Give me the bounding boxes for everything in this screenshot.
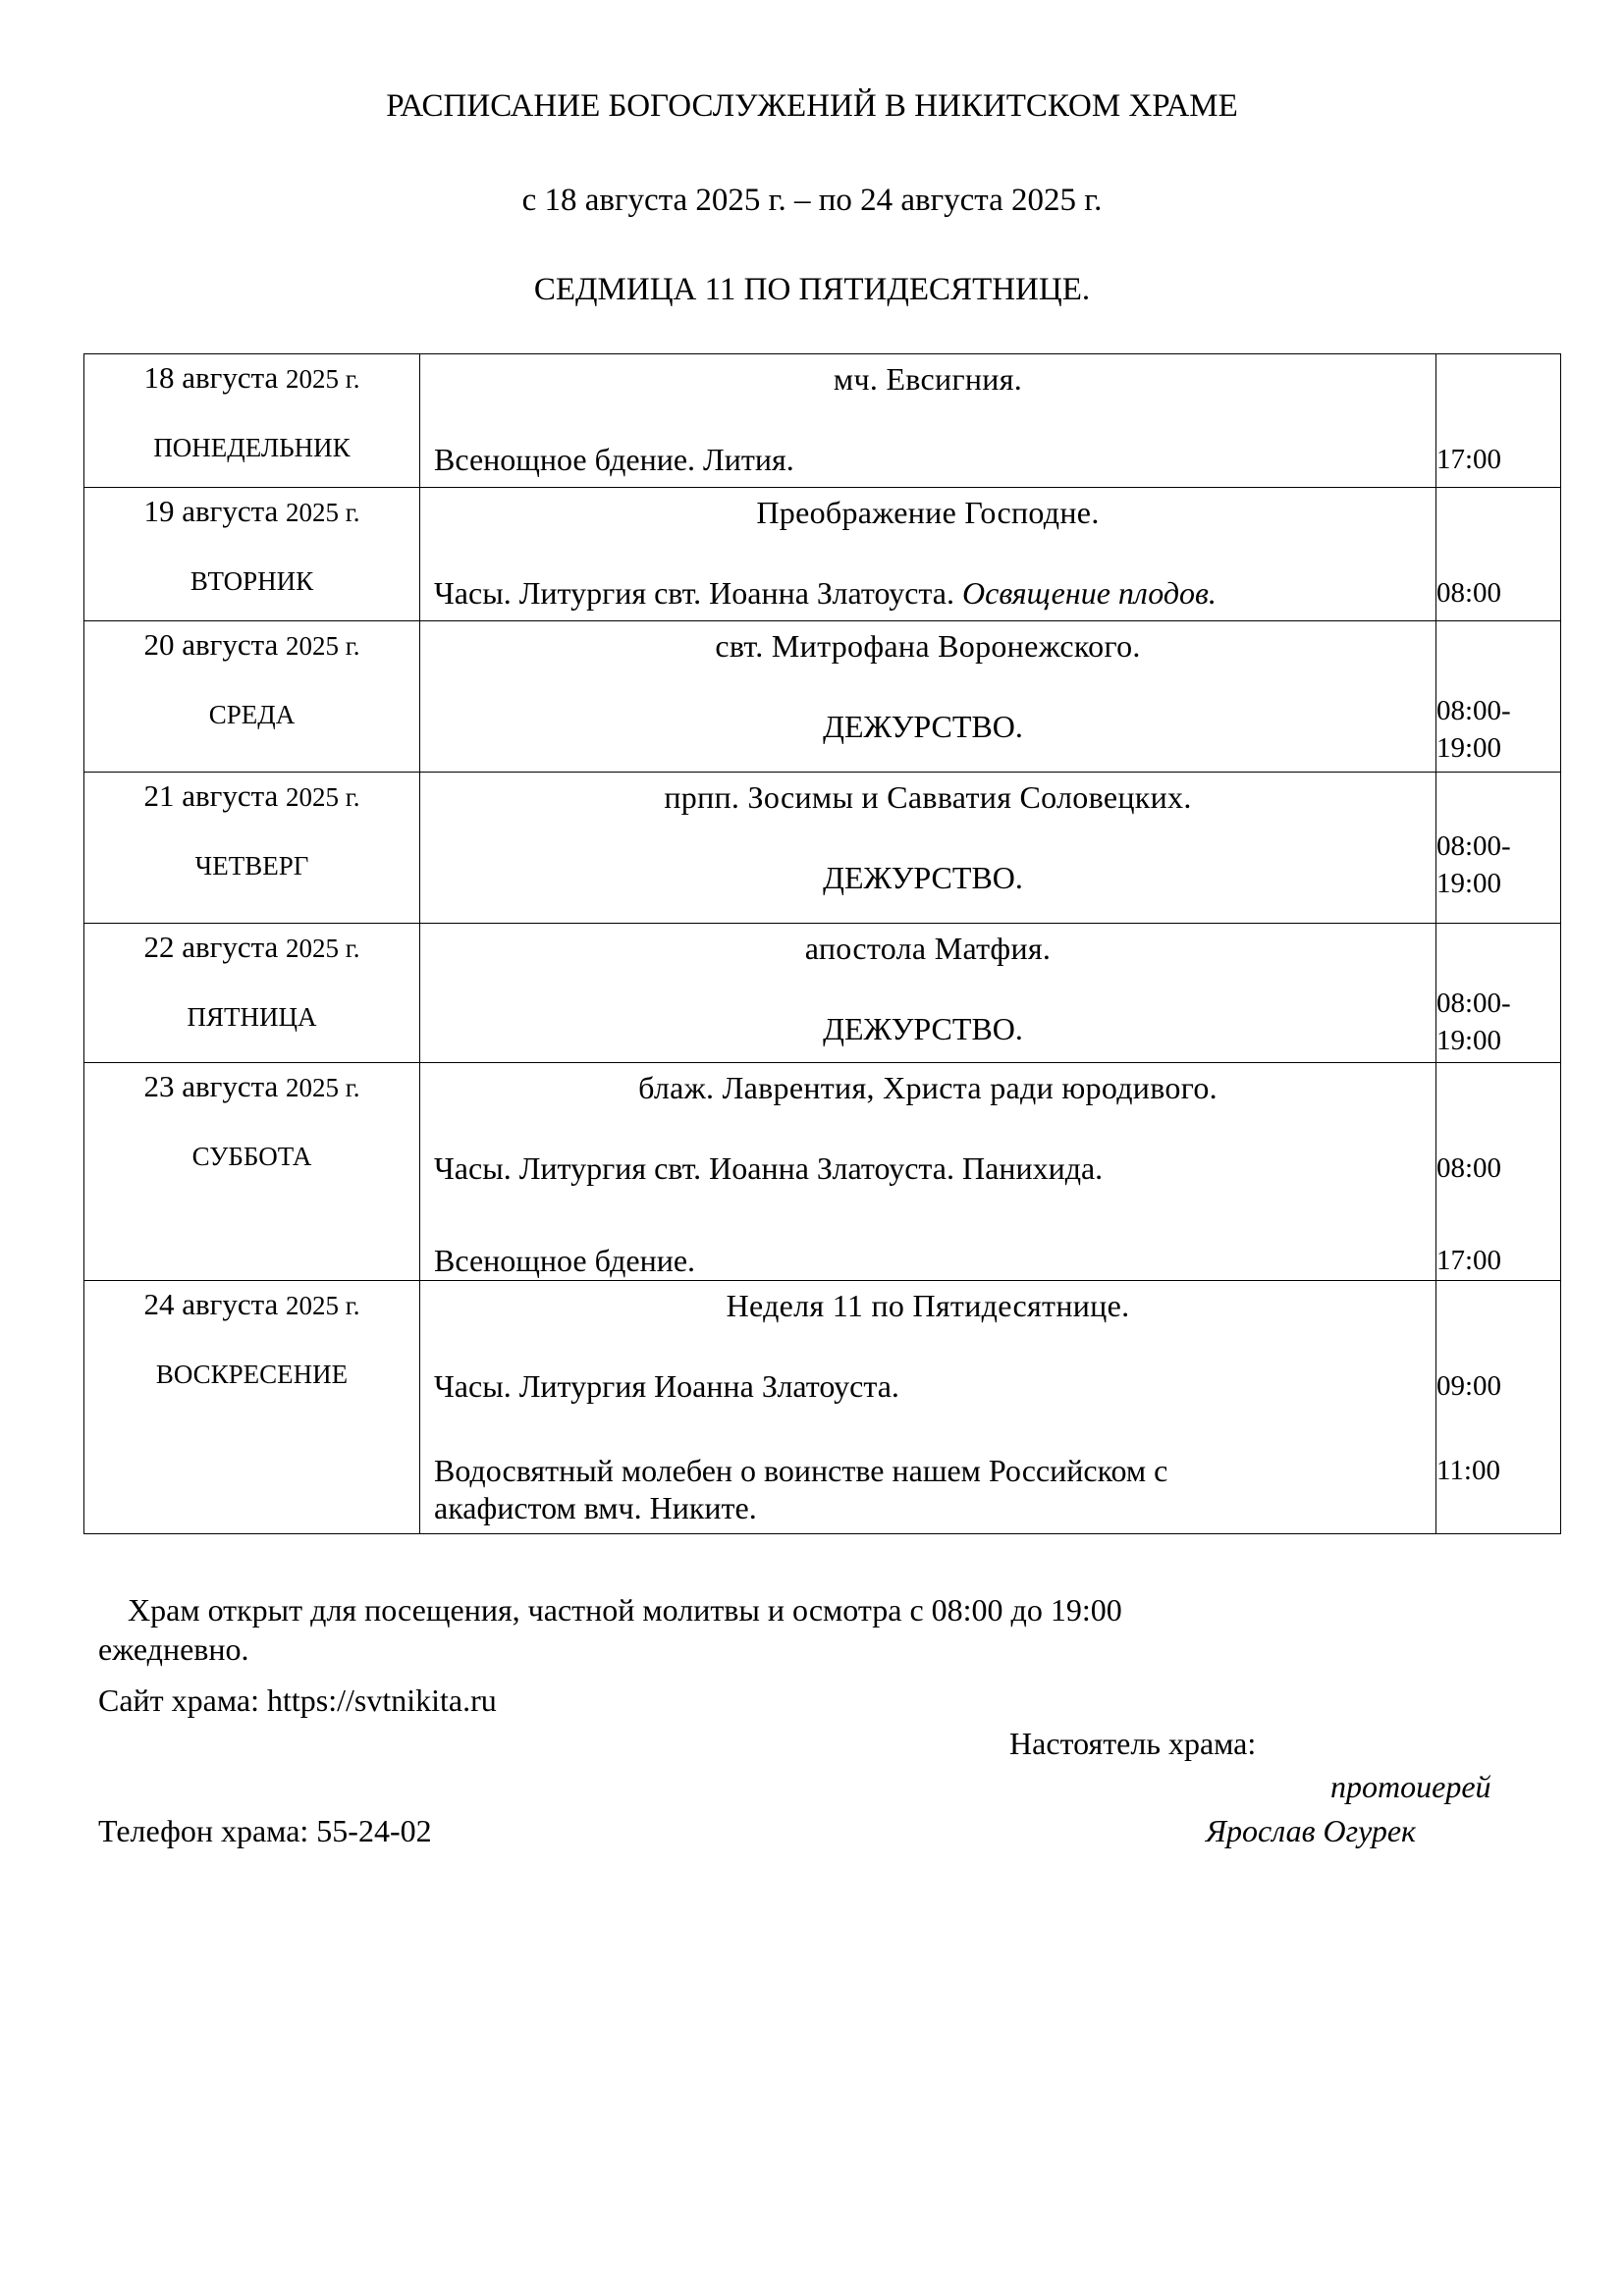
date-cell [84,488,420,621]
weekday-text: ЧЕТВЕРГ [194,851,309,881]
service-cell [420,924,1436,1063]
document-title: РАСПИСАНИЕ БОГОСЛУЖЕНИЙ В НИКИТСКОМ ХРАМЕ [386,88,1238,124]
feast-text: апостола Матфия. [804,931,1052,966]
rector-name: Ярослав Огурек [1206,1813,1417,1848]
service-time-to: 19:00 [1436,868,1502,899]
year-text: 2025 г. [286,631,360,661]
schedule-period: с 18 августа 2025 г. – по 24 августа 2025 г. [521,183,1103,218]
site-text: Сайт храма: https://svtnikita.ru [98,1682,497,1718]
service-cell [420,354,1436,488]
schedule-row [84,488,1561,621]
schedule-row [84,621,1561,773]
service-time-from: 08:00- [1436,988,1511,1019]
year-text: 2025 г. [286,1073,360,1102]
service-time: 17:00 [1436,444,1502,475]
service-cell [420,1063,1436,1281]
date-text: 23 августа [143,1069,279,1103]
service-cell [420,1281,1436,1534]
rector-rank: протоиерей [1330,1769,1491,1804]
date-text: 21 августа [143,778,279,813]
schedule-table [83,353,1561,1534]
weekday-text: СУББОТА [191,1142,312,1171]
schedule-row [84,354,1561,488]
year-text: 2025 г. [286,1291,360,1320]
phone-text: Телефон храма: 55-24-02 [98,1813,432,1848]
service-cell [420,488,1436,621]
date-text: 22 августа [143,930,279,964]
date-text: 20 августа [143,627,279,662]
date-cell [84,924,420,1063]
feast-text: Преображение Господне. [756,495,1100,530]
rector-label: Настоятель храма: [1009,1726,1257,1761]
schedule-row [84,1063,1561,1281]
weekday-text: ПЯТНИЦА [187,1002,317,1032]
date-cell [84,354,420,488]
schedule-row [84,924,1561,1063]
week-title: СЕДМИЦА 11 ПО ПЯТИДЕСЯТНИЦЕ. [533,272,1091,307]
time-cell [1436,773,1561,924]
service-cell [420,773,1436,924]
feast-text: блаж. Лаврентия, Христа ради юродивого. [638,1070,1218,1105]
service-time: 17:00 [1436,1245,1502,1276]
service-time-from: 08:00- [1436,695,1511,726]
service-text: ДЕЖУРСТВО. [823,1011,1023,1046]
service-time-to: 19:00 [1436,1025,1502,1056]
service-text: ДЕЖУРСТВО. [823,860,1023,895]
date-cell [84,1063,420,1281]
feast-text: свт. Митрофана Воронежского. [715,628,1141,664]
open-hours-text: Храм открыт для посещения, частной молитвы и осмотра с 08:00 до 19:00 [128,1592,1122,1628]
open-hours-text-cont: ежедневно. [98,1631,249,1667]
year-text: 2025 г. [286,364,360,394]
service-main: Часы. Литургия свт. Иоанна Златоуста. [434,575,954,611]
weekday-text: ВТОРНИК [189,566,314,596]
service-text: Всенощное бдение. [434,1243,696,1278]
service-text: Часы. Литургия Иоанна Златоуста. [434,1368,899,1404]
feast-text: Неделя 11 по Пятидесятнице. [726,1288,1130,1323]
time-cell [1436,1063,1561,1281]
weekday-text: ПОНЕДЕЛЬНИК [153,433,351,462]
service-text: Водосвятный молебен о воинстве нашем Российском с [434,1453,1168,1488]
service-cell [420,621,1436,773]
feast-text: прпп. Зосимы и Савватия Соловецких. [664,779,1192,815]
service-time: 11:00 [1436,1455,1500,1486]
time-cell [1436,488,1561,621]
service-time: 08:00 [1436,1152,1502,1184]
service-time-to: 19:00 [1436,732,1502,764]
date-cell [84,621,420,773]
service-text-cont: акафистом вмч. Никите. [434,1490,757,1525]
schedule-row [84,1281,1561,1534]
date-text: 18 августа [143,360,279,395]
time-cell [1436,924,1561,1063]
year-text: 2025 г. [286,934,360,963]
year-text: 2025 г. [286,498,360,527]
feast-text: мч. Евсигния. [833,361,1023,397]
year-text: 2025 г. [286,782,360,812]
time-cell [1436,354,1561,488]
date-cell [84,773,420,924]
service-time-from: 08:00- [1436,830,1511,862]
service-extra: Освящение плодов. [962,575,1217,611]
service-text: Всенощное бдение. Лития. [434,442,794,477]
time-cell [1436,621,1561,773]
date-text: 19 августа [143,494,279,528]
service-time: 08:00 [1436,577,1502,609]
service-time: 09:00 [1436,1370,1502,1402]
time-cell [1436,1281,1561,1534]
weekday-text: ВОСКРЕСЕНИЕ [155,1360,349,1389]
service-text: ДЕЖУРСТВО. [823,709,1023,744]
service-text [420,574,1435,612]
date-text: 24 августа [143,1287,279,1321]
schedule-row [84,773,1561,924]
weekday-text: СРЕДА [208,700,296,729]
service-text: Часы. Литургия свт. Иоанна Златоуста. Панихида. [434,1150,1104,1186]
date-cell [84,1281,420,1534]
